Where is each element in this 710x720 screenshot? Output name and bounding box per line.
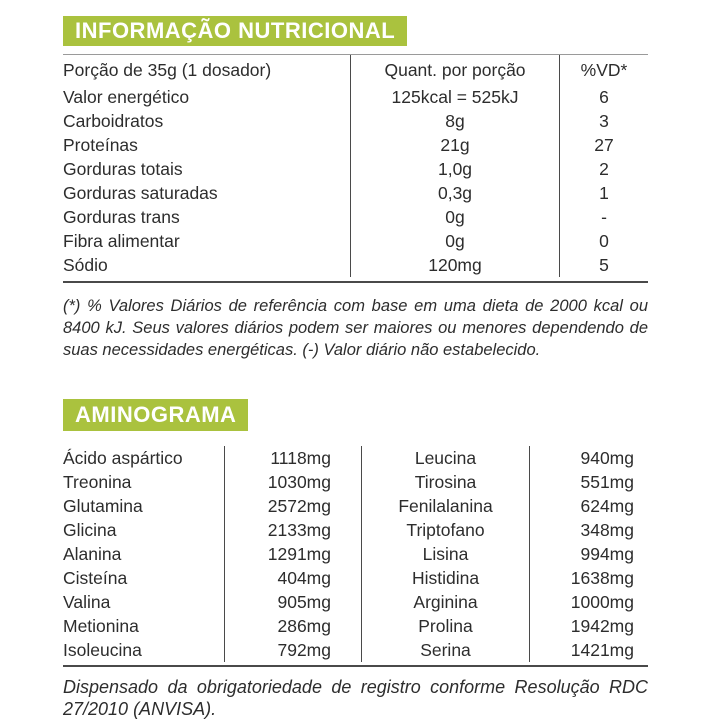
- nutrient-amount: 0,3g: [351, 181, 560, 205]
- amino-value-right: 551mg: [580, 471, 634, 492]
- nutrition-title: INFORMAÇÃO NUTRICIONAL: [75, 18, 396, 43]
- aminogram-row: [63, 638, 648, 662]
- amino-name-right: Lisina: [362, 542, 530, 566]
- nutrition-row: [63, 85, 648, 109]
- aminogram-row: [63, 494, 648, 518]
- nutrient-daily-value: 1: [599, 183, 609, 203]
- amino-value-right: 624mg: [580, 495, 634, 516]
- aminogram-row: [63, 446, 648, 470]
- amino-value-right: 348mg: [580, 519, 634, 540]
- amino-value-right: 940mg: [580, 447, 634, 468]
- amino-name-left: Cisteína: [63, 566, 225, 590]
- nutrient-amount: 0g: [351, 205, 560, 229]
- amino-name-right: Leucina: [362, 446, 530, 470]
- nutrient-amount: 120mg: [351, 253, 560, 277]
- nutrition-row: [63, 229, 648, 253]
- amino-value-right: 1942mg: [570, 615, 634, 636]
- amino-name-left: Valina: [63, 590, 225, 614]
- amino-name-left: Alanina: [63, 542, 225, 566]
- amino-name-right: Fenilalanina: [362, 494, 530, 518]
- nutrient-name: Gorduras totais: [63, 157, 351, 181]
- amino-value-right: 1421mg: [570, 639, 634, 660]
- nutrition-row: [63, 253, 648, 277]
- amino-name-right: Serina: [362, 638, 530, 662]
- nutrition-row: [63, 181, 648, 205]
- header-daily-value: %VD*: [580, 60, 628, 80]
- nutrient-daily-value: 2: [599, 159, 609, 179]
- amino-name-right: Prolina: [362, 614, 530, 638]
- nutrient-daily-value: -: [601, 207, 607, 227]
- amino-value-right: 1638mg: [570, 567, 634, 588]
- nutrition-table-header: [63, 55, 648, 85]
- nutrient-daily-value: 3: [599, 111, 609, 131]
- nutrition-row: [63, 157, 648, 181]
- nutrient-amount: 21g: [351, 133, 560, 157]
- nutrient-name: Gorduras trans: [63, 205, 351, 229]
- nutrient-daily-value: 6: [599, 87, 609, 107]
- amino-name-left: Glicina: [63, 518, 225, 542]
- amino-value-left: 1291mg: [225, 542, 362, 566]
- nutrient-amount: 0g: [351, 229, 560, 253]
- amino-value-left: 792mg: [225, 638, 362, 662]
- aminogram-title: AMINOGRAMA: [75, 401, 237, 427]
- nutrition-table: [63, 54, 648, 283]
- aminogram-row: [63, 542, 648, 566]
- amino-value-left: 1118mg: [225, 446, 362, 470]
- amino-name-left: Metionina: [63, 614, 225, 638]
- nutrient-name: Proteínas: [63, 133, 351, 157]
- nutrition-table-body: [63, 85, 648, 277]
- header-amount-per-serving: Quant. por porção: [351, 55, 560, 85]
- nutrient-name: Fibra alimentar: [63, 229, 351, 253]
- nutrient-amount: 8g: [351, 109, 560, 133]
- amino-value-left: 2572mg: [225, 494, 362, 518]
- amino-name-left: Ácido aspártico: [63, 446, 225, 470]
- amino-name-right: Triptofano: [362, 518, 530, 542]
- aminogram-row: [63, 470, 648, 494]
- amino-value-left: 2133mg: [225, 518, 362, 542]
- aminogram-row: [63, 614, 648, 638]
- aminogram-row: [63, 590, 648, 614]
- amino-value-left: 1030mg: [225, 470, 362, 494]
- amino-name-left: Treonina: [63, 470, 225, 494]
- nutrient-name: Carboidratos: [63, 109, 351, 133]
- nutrition-title-band: [63, 16, 407, 46]
- nutrient-amount: 125kcal = 525kJ: [351, 85, 560, 109]
- amino-name-right: Arginina: [362, 590, 530, 614]
- anvisa-disclaimer: Dispensado da obrigatoriedade de registro conforme Resolução RDC 27/2010 (ANVISA).: [63, 676, 648, 719]
- nutrient-daily-value: 5: [599, 255, 609, 275]
- header-portion: Porção de 35g (1 dosador): [63, 55, 351, 85]
- nutrient-name: Gorduras saturadas: [63, 181, 351, 205]
- aminogram-title-band: [63, 399, 248, 431]
- aminogram-row: [63, 566, 648, 590]
- nutrient-name: Valor energético: [63, 85, 351, 109]
- amino-value-left: 404mg: [225, 566, 362, 590]
- amino-name-left: Isoleucina: [63, 638, 225, 662]
- daily-values-footnote: (*) % Valores Diários de referência com base em uma dieta de 2000 kcal ou 8400 kJ. Seus valores diários podem ser maiores ou menores dependendo de suas necessidades energéticas. (-) Valor diário não estabelecido.: [63, 297, 648, 359]
- nutrition-row: [63, 109, 648, 133]
- nutrition-row: [63, 205, 648, 229]
- amino-value-right: 1000mg: [570, 591, 634, 612]
- amino-name-left: Glutamina: [63, 494, 225, 518]
- aminogram-table-body: [63, 446, 648, 662]
- amino-value-left: 286mg: [225, 614, 362, 638]
- nutrient-daily-value: 27: [594, 135, 614, 155]
- nutrient-daily-value: 0: [599, 231, 609, 251]
- amino-value-left: 905mg: [225, 590, 362, 614]
- amino-name-right: Histidina: [362, 566, 530, 590]
- nutrient-name: Sódio: [63, 253, 351, 277]
- nutrient-amount: 1,0g: [351, 157, 560, 181]
- aminogram-table: [63, 446, 648, 667]
- aminogram-row: [63, 518, 648, 542]
- amino-value-right: 994mg: [580, 543, 634, 564]
- nutrition-row: [63, 133, 648, 157]
- amino-name-right: Tirosina: [362, 470, 530, 494]
